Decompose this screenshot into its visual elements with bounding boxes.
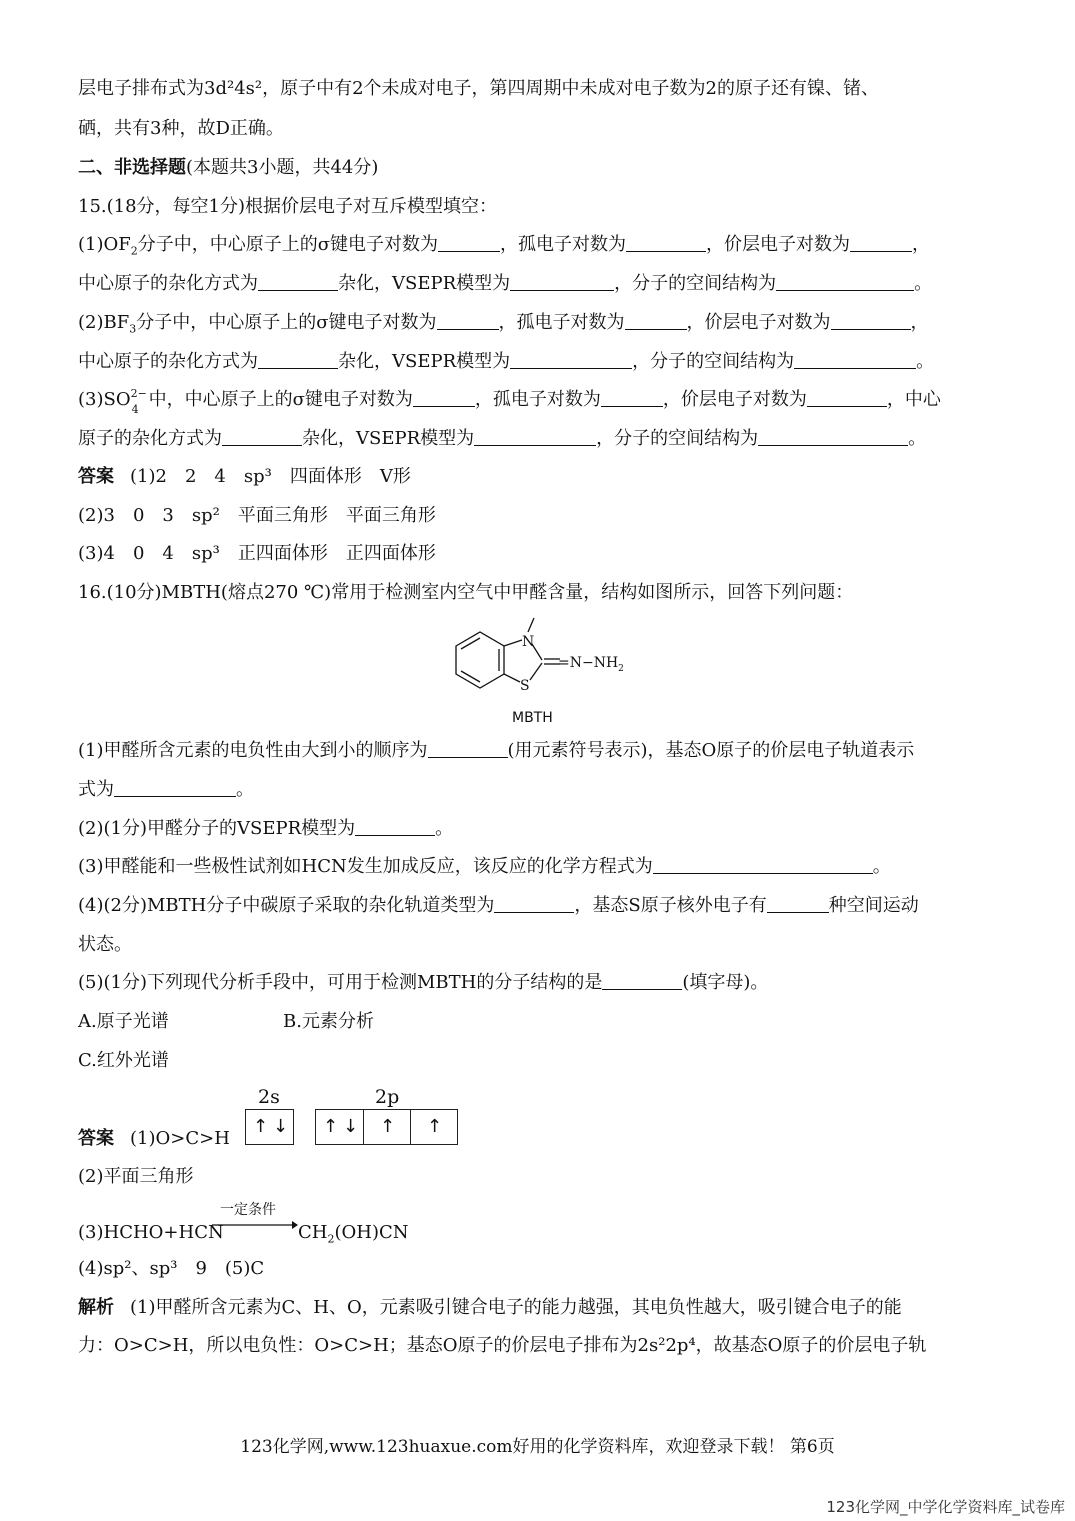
text: ，孤电子对数为	[498, 312, 625, 333]
text: 。	[916, 351, 935, 372]
answer-16-2: (2)平面三角形	[78, 1166, 194, 1187]
text: ，分子的空间结构为	[614, 273, 777, 294]
answer-text: (1)O>C>H	[130, 1128, 230, 1149]
answer-blank	[601, 388, 663, 407]
answer-blank	[807, 388, 887, 407]
option-b: B.元素分析	[283, 1011, 374, 1032]
mbth-structure-diagram	[440, 616, 640, 726]
question-15-3-line-a	[78, 387, 941, 416]
answer-16-3-right	[298, 1220, 409, 1246]
text: ，孤电子对数为	[474, 389, 601, 410]
text: ，分子的空间结构为	[632, 351, 795, 372]
orbital-cell	[363, 1110, 411, 1144]
text: (1)甲醛所含元素的电负性由大到小的顺序为	[78, 740, 428, 761]
answer-15-1	[78, 464, 411, 490]
text: (2)(1分)甲醛分子的VSEPR模型为	[78, 818, 356, 839]
section-title: 二、非选择题	[78, 157, 186, 178]
text: 中心原子的杂化方式为	[78, 273, 258, 294]
analysis-label: 解析	[78, 1297, 114, 1318]
answer-text: (1)2 2 4 sp³ 四面体形 V形	[130, 466, 411, 487]
answer-15-3: (3)4 0 4 sp³ 正四面体形 正四面体形	[78, 543, 436, 564]
answer-blank	[510, 350, 632, 369]
spin-down-icon: ↓	[343, 1116, 359, 1137]
options-row	[78, 1009, 374, 1035]
text: ，基态S原子核外电子有	[574, 895, 767, 916]
question-16-4-line-b: 状态。	[78, 934, 132, 955]
text: 原子的杂化方式为	[78, 428, 222, 449]
question-15-1-line-b	[78, 271, 932, 297]
answer-blank	[653, 855, 873, 874]
spin-up-icon: ↑	[427, 1116, 443, 1137]
formula: (3)SO	[78, 389, 131, 410]
answer-blank	[602, 971, 682, 990]
answer-blank	[758, 427, 908, 446]
atom-s: S	[520, 678, 530, 694]
text: 。	[908, 428, 927, 449]
answer-blank	[114, 778, 236, 797]
answer-blank	[355, 817, 435, 836]
paragraph-line: 硒，共有3种，故D正确。	[78, 118, 284, 139]
text: 中，中心原子上的σ键电子对数为	[148, 389, 413, 410]
answer-blank	[776, 272, 914, 291]
answer-blank	[258, 272, 338, 291]
answer-16-4-5: (4)sp²、sp³ 9 (5)C	[78, 1258, 265, 1279]
text: ，	[912, 234, 931, 255]
spin-up-icon: ↑	[253, 1116, 269, 1137]
answer-blank	[510, 272, 614, 291]
watermark: 123化学网_中学化学资料库_试卷库	[826, 1498, 1065, 1516]
text: CH	[298, 1222, 328, 1243]
text: 种空间运动	[828, 895, 919, 916]
subscript: 2	[618, 664, 624, 674]
text: 杂化，VSEPR模型为	[338, 273, 511, 294]
question-16-1-line-b	[78, 777, 254, 803]
question-16-3	[78, 854, 891, 880]
text: ，	[910, 312, 929, 333]
hydrazone-chain	[558, 655, 624, 674]
text: 分子中，中心原子上的σ键电子对数为	[137, 234, 439, 255]
answer-blank	[474, 427, 596, 446]
text: ，价层电子对数为	[662, 389, 807, 410]
text: 。	[914, 273, 933, 294]
subscript: 2	[130, 244, 138, 258]
text: 分子中，中心原子上的σ键电子对数为	[136, 312, 437, 333]
question-15-3-line-b	[78, 426, 926, 452]
reaction-condition: 一定条件	[220, 1202, 276, 1218]
text: 。	[236, 779, 254, 800]
answer-blank	[767, 894, 829, 913]
text: (3)甲醛能和一些极性试剂如HCN发生加成反应，该反应的化学方程式为	[78, 856, 653, 877]
orbital-label-2p: 2p	[375, 1086, 400, 1108]
section-note: (本题共3小题，共44分)	[186, 157, 379, 178]
text: (4)(2分)MBTH分子中碳原子采取的杂化轨道类型为	[78, 895, 495, 916]
subscript: 3	[129, 322, 137, 336]
text: (OH)CN	[334, 1222, 409, 1243]
question-16-head: 16.(10分)MBTH(熔点270 ℃)常用于检测室内空气中甲醛含量，结构如图所示，回答下列问题：	[78, 582, 854, 603]
atom-n: N	[522, 634, 535, 650]
answer-blank	[625, 311, 687, 330]
answer-blank	[437, 311, 499, 330]
page-footer: 123化学网,www.123huaxue.com好用的化学资料库，欢迎登录下载！ 第6页	[240, 1437, 835, 1457]
text: (5)(1分)下列现代分析手段中，可用于检测MBTH的分子结构的是	[78, 972, 603, 993]
text: 杂化，VSEPR模型为	[338, 351, 511, 372]
text: 。	[435, 818, 454, 839]
question-15-head: 15.(18分，每空1分)根据价层电子对互斥模型填空：	[78, 196, 498, 217]
text: (填字母)。	[682, 972, 769, 993]
answer-label: 答案	[78, 1128, 114, 1149]
answer-15-2: (2)3 0 3 sp² 平面三角形 平面三角形	[78, 505, 436, 526]
subscript: 2	[327, 1232, 335, 1246]
answer-blank	[494, 894, 574, 913]
answer-blank	[222, 427, 302, 446]
orbital-label-2s: 2s	[258, 1086, 280, 1108]
formula: (1)OF	[78, 234, 131, 255]
text: ，分子的空间结构为	[596, 428, 759, 449]
answer-label: 答案	[78, 466, 114, 487]
question-15-1-line-a	[78, 232, 930, 258]
text: 中心原子的杂化方式为	[78, 351, 258, 372]
reaction-arrow-icon	[212, 1220, 298, 1230]
question-15-2-line-b	[78, 349, 934, 375]
text: 式为	[78, 779, 114, 800]
orbital-cell	[410, 1110, 457, 1144]
analysis-text: (1)甲醛所含元素为C、H、O，元素吸引键合电子的能力越强，其电负性越大，吸引键合电子的能	[130, 1297, 902, 1318]
spin-up-icon: ↑	[323, 1116, 339, 1137]
answer-blank	[831, 311, 911, 330]
orbital-cell	[316, 1110, 364, 1144]
question-16-1-line-a	[78, 738, 914, 764]
question-16-2	[78, 816, 453, 842]
option-a: A.原子光谱	[78, 1011, 169, 1032]
option-c: C.红外光谱	[78, 1050, 169, 1071]
answer-blank	[413, 388, 475, 407]
answer-16-3-left: (3)HCHO+HCN	[78, 1222, 224, 1243]
superscript: 2−	[130, 387, 147, 400]
mbth-label: MBTH	[512, 710, 553, 726]
text: ，价层电子对数为	[706, 234, 851, 255]
answer-blank	[428, 739, 508, 758]
text: ，价层电子对数为	[686, 312, 831, 333]
question-15-2-line-a	[78, 310, 929, 336]
section-heading	[78, 155, 378, 181]
subscript: 4	[131, 403, 139, 416]
ion-charge	[130, 387, 149, 416]
text: ，中心	[886, 389, 941, 410]
answer-blank	[258, 350, 338, 369]
answer-blank	[626, 233, 706, 252]
text: (用元素符号表示)，基态O原子的价层电子轨道表示	[507, 740, 915, 761]
question-16-5	[78, 970, 768, 996]
analysis-line-2: 力：O>C>H，所以电负性：O>C>H；基态O原子的价层电子排布为2s²2p⁴，故基态O原子的价层电子轨	[78, 1335, 927, 1356]
answer-blank	[794, 350, 916, 369]
analysis-line-1	[78, 1295, 902, 1321]
answer-blank	[438, 233, 500, 252]
text: 杂化，VSEPR模型为	[302, 428, 475, 449]
text: ，孤电子对数为	[500, 234, 627, 255]
spin-up-icon: ↑	[380, 1116, 396, 1137]
answer-blank	[850, 233, 912, 252]
paragraph-line: 层电子排布式为3d²4s²，原子中有2个未成对电子，第四周期中未成对电子数为2的原子还有镍、锗、	[78, 78, 879, 99]
answer-16-1	[78, 1126, 230, 1152]
orbital-box-2s	[245, 1109, 294, 1145]
text: 。	[872, 856, 891, 877]
formula: (2)BF	[78, 312, 130, 333]
question-16-4-line-a	[78, 893, 919, 919]
orbital-box-2p	[315, 1109, 458, 1145]
spin-down-icon: ↓	[273, 1116, 289, 1137]
chain-text: =N−NH	[558, 655, 619, 671]
